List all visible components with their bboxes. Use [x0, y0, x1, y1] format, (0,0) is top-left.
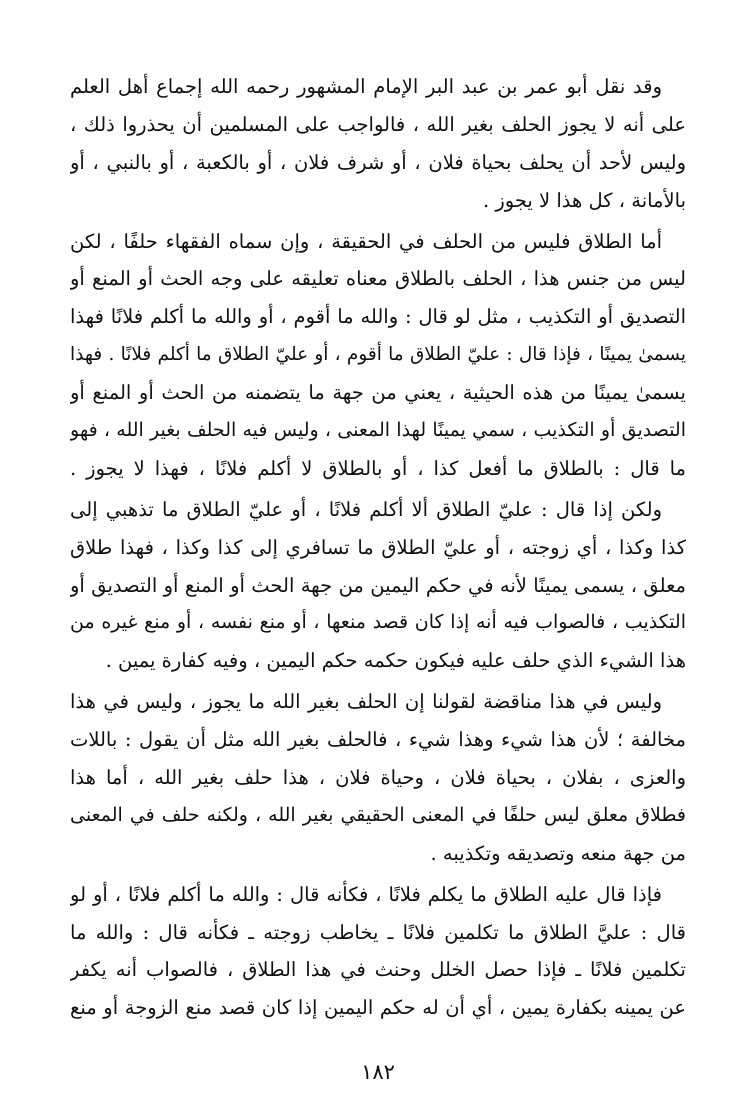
paragraph [70, 68, 686, 220]
text-line: ما قال : بالطلاق ما أفعل كذا ، أو بالطلاق لا أكلم فلانًا ، فهذا لا يجوز . [70, 456, 686, 480]
text-line: يسمىٰ يمينًا ، فإذا قال : عليّ الطلاق ما أقوم ، أو عليّ الطلاق ما أكلم فلانًا . فهذا [70, 344, 686, 366]
text-line: وقد نقل أبو عمر بن عبد البر الإمام المشهور رحمه الله إجماع أهل العلم [70, 75, 662, 98]
paragraph [70, 876, 686, 1028]
text-line: مخالفة ؛ لأن هذا شيء وهذا شيء ، فالحلف بغير الله مثل أن يقول : باللات [70, 728, 686, 752]
page-number: ١٨٢ [361, 1060, 395, 1084]
paragraph [70, 491, 686, 680]
text-line: عن يمينه بكفارة يمين ، أي أن له حكم اليمين إذا كان قصد منع الزوجة أو منع [70, 996, 686, 1020]
text-line: ليس من جنس هذا ، الحلف بالطلاق معناه تعليقه على وجه الحث أو المنع أو [70, 267, 686, 291]
text-line: يسمىٰ يمينًا من هذه الحيثية ، يعني من جهة ما يتضمنه من الحث أو المنع أو [70, 381, 686, 405]
text-line: على أنه لا يجوز الحلف بغير الله ، فالواجب على المسلمين أن يحذروا ذلك ، [70, 112, 686, 136]
paragraph [70, 683, 686, 872]
text-line: بالأمانة ، كل هذا لا يجوز . [482, 188, 686, 212]
text-line: قال : عليَّ الطلاق ما تكلمين فلانًا ـ يخاطب زوجته ـ فكأنه قال : والله ما [70, 920, 686, 944]
text-line: وليس لأحد أن يحلف بحياة فلان ، أو شرف فلان ، أو بالكعبة ، أو بالنبي ، أو [70, 150, 686, 174]
text-line: هذا الشيء الذي حلف عليه فيكون حكمه حكم اليمين ، وفيه كفارة يمين . [105, 649, 686, 673]
text-line: والعزى ، بفلان ، بحياة فلان ، وحياة فلان ، هذا حلف بغير الله ، أما هذا [70, 766, 686, 790]
text-line: من جهة منعه وتصديقه وتكذيبه . [430, 841, 686, 865]
text-line: التصديق أو التكذيب ، سمي يمينًا لهذا المعنى ، وليس فيه الحلف بغير الله ، فهو [70, 419, 686, 442]
paragraph [70, 223, 686, 488]
text-line: وليس في هذا مناقضة لقولنا إن الحلف بغير الله ما يجوز ، وليس في هذا [70, 690, 662, 714]
text-line: التكذيب ، فالصواب فيه أنه إذا كان قصد منعها ، أو منع نفسه ، أو منع غيره من [70, 611, 686, 634]
text-line: تكلمين فلانًا ـ فإذا حصل الخلل وحنث في هذا الطلاق ، فالصواب أنه يكفر [70, 958, 686, 982]
text-line: فإذا قال عليه الطلاق ما يكلم فلانًا ، فكأنه قال : والله ما أكلم فلانًا ، أو لو [70, 882, 662, 906]
body-text [70, 68, 686, 1027]
text-line: معلق ، يسمى يمينًا لأنه في حكم اليمين من جهة الحث أو المنع أو التصديق أو [70, 573, 686, 597]
text-line: أما الطلاق فليس من الحلف في الحقيقة ، وإن سماه الفقهاء حلفًا ، لكن [70, 229, 662, 253]
text-line: فطلاق معلق ليس حلفًا في المعنى الحقيقي بغير الله ، ولكنه حلف في المعنى [70, 803, 686, 826]
text-line: كذا وكذا ، أي زوجته ، أو عليّ الطلاق ما تسافري إلى كذا وكذا ، فهذا طلاق [70, 535, 686, 559]
text-line: التصديق أو التكذيب ، مثل لو قال : والله ما أقوم ، أو والله ما أكلم فلانًا فهذا [70, 305, 686, 329]
text-line: ولكن إذا قال : عليّ الطلاق ألا أكلم فلانًا ، أو عليّ الطلاق ما تذهبي إلى [70, 497, 662, 521]
